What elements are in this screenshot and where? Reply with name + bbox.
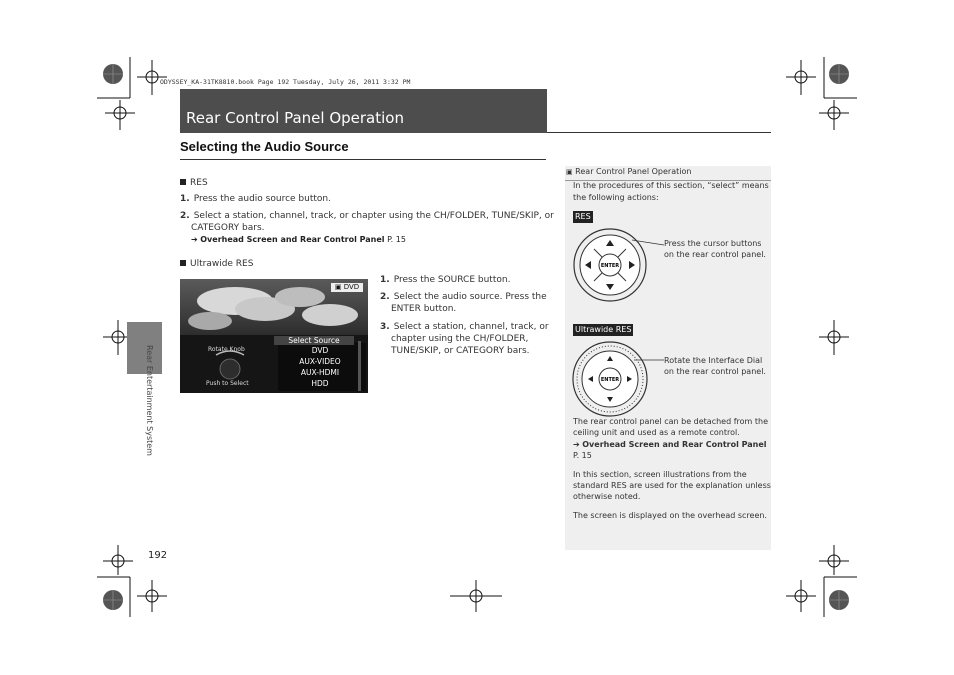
note-1: In this section, screen illustrations from the bbox=[573, 470, 747, 479]
knob-push-label: Push to Select bbox=[206, 380, 249, 387]
menu-item-aux-hdmi[interactable]: AUX-HDMI bbox=[300, 368, 340, 377]
res-desc-2: on the rear control panel. bbox=[664, 250, 766, 259]
sidebar-cross-reference[interactable]: ➔ Overhead Screen and Rear Control Panel bbox=[573, 440, 767, 449]
detach-text-1: The rear control panel can be detached from the bbox=[573, 417, 768, 426]
enter-label: ENTER bbox=[600, 377, 620, 383]
res-badge: RES bbox=[575, 212, 591, 221]
res-cross-reference[interactable]: ➔ Overhead Screen and Rear Control Panel P. 15 bbox=[191, 235, 406, 244]
enter-label: ENTER bbox=[600, 263, 620, 269]
ultrawide-step-3-cont: chapter using the CH/FOLDER, bbox=[391, 334, 529, 344]
ultrawide-step-3: 3. Select a station, channel, track, or bbox=[380, 322, 549, 332]
res-step-1: 1. Press the audio source button. bbox=[180, 194, 331, 204]
ultrawide-step-2-cont: ENTER button. bbox=[391, 304, 457, 314]
bullet-square-icon bbox=[180, 260, 186, 266]
bullet-square-icon bbox=[180, 179, 186, 185]
res-heading: RES bbox=[180, 177, 208, 190]
detach-text-2: ceiling unit and used as a remote control. bbox=[573, 428, 740, 437]
sidebar-heading: ▣ Rear Control Panel Operation bbox=[566, 167, 692, 176]
section-title: Selecting the Audio Source bbox=[180, 139, 349, 154]
disc-icon: ▣ bbox=[334, 283, 342, 291]
ultrawide-desc-1: Rotate the Interface Dial bbox=[664, 356, 763, 365]
menu-item-dvd[interactable]: DVD bbox=[311, 346, 329, 355]
note-2: standard RES are used for the explanation unless bbox=[573, 481, 771, 490]
ultrawide-step-2: 2. Select the audio source. Press the bbox=[380, 292, 547, 302]
source-badge: ▣ DVD bbox=[331, 283, 363, 292]
ultrawide-heading: Ultrawide RES bbox=[180, 258, 253, 271]
sidebar-cross-reference-page[interactable]: P. 15 bbox=[573, 451, 592, 460]
menu-title: Select Source bbox=[274, 336, 354, 345]
sidebar-intro-2: the following actions: bbox=[573, 193, 659, 202]
knob-rotate-label: Rotate Knob bbox=[208, 346, 245, 353]
res-step-2-cont: CATEGORY bars. bbox=[191, 223, 265, 233]
menu-item-hdd[interactable]: HDD bbox=[311, 379, 329, 388]
source-select-screen bbox=[180, 279, 368, 393]
res-cursor-pad-icon bbox=[570, 226, 670, 306]
ultrawide-badge: Ultrawide RES bbox=[575, 325, 632, 334]
arrow-right-icon: ➔ bbox=[573, 440, 580, 449]
section-rule bbox=[180, 159, 546, 160]
res-step-2: 2. Select a station, channel, track, or chapter using the CH/FOLDER, TUNE/SKIP, or bbox=[180, 211, 554, 221]
ultrawide-step-3-cont2: TUNE/SKIP, or CATEGORY bars. bbox=[391, 346, 530, 356]
reference-icon: ▣ bbox=[566, 168, 573, 176]
ultrawide-step-1: 1. Press the SOURCE button. bbox=[380, 275, 511, 285]
note-3: otherwise noted. bbox=[573, 492, 641, 501]
chapter-title: Rear Control Panel Operation bbox=[186, 109, 404, 127]
note-4: The screen is displayed on the overhead screen. bbox=[573, 511, 767, 520]
ultrawide-desc-2: on the rear control panel. bbox=[664, 367, 766, 376]
title-rule bbox=[547, 132, 771, 133]
sidebar-intro-1: In the procedures of this section, “select” means bbox=[573, 181, 769, 190]
print-header: ODYSSEY_KA-31TK8810.book Page 192 Tuesday, July 26, 2011 3:32 PM bbox=[160, 78, 411, 86]
menu-item-aux-video[interactable]: AUX-VIDEO bbox=[299, 357, 341, 366]
side-tab-label: Rear Entertainment System bbox=[145, 345, 154, 456]
arrow-right-icon: ➔ bbox=[191, 235, 198, 244]
res-desc-1: Press the cursor buttons bbox=[664, 239, 762, 248]
interface-dial-icon bbox=[570, 340, 670, 420]
page-number: 192 bbox=[148, 550, 168, 561]
